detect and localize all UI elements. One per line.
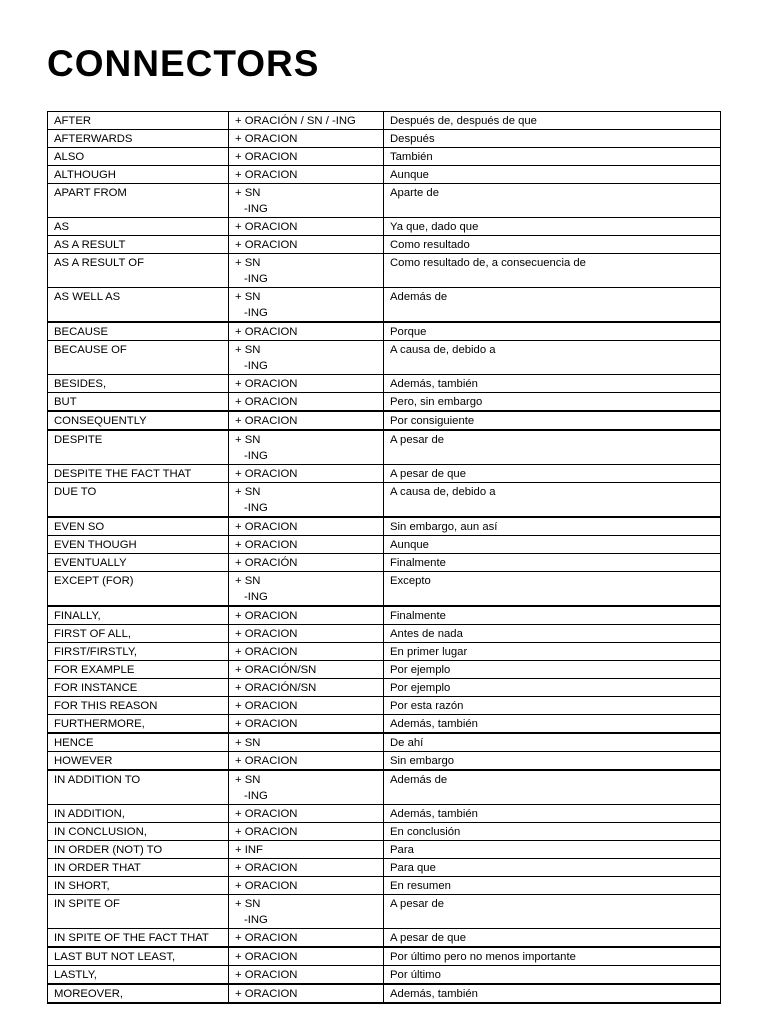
connector-cell: FOR EXAMPLE bbox=[48, 661, 229, 679]
structure-cell bbox=[229, 679, 384, 697]
table-row bbox=[48, 643, 721, 661]
structure-cell bbox=[229, 966, 384, 985]
table-row bbox=[48, 770, 721, 805]
table-row bbox=[48, 752, 721, 771]
structure-cell bbox=[229, 148, 384, 166]
meaning-cell: Por ejemplo bbox=[384, 679, 721, 697]
structure-line: + SN bbox=[235, 486, 261, 498]
connector-cell: IN CONCLUSION, bbox=[48, 823, 229, 841]
structure-line: + ORACION bbox=[235, 718, 298, 730]
connector-cell: ALSO bbox=[48, 148, 229, 166]
structure-line: + SN bbox=[235, 344, 261, 356]
connectors-table-body bbox=[48, 112, 721, 1004]
connector-cell: EXCEPT (FOR) bbox=[48, 572, 229, 607]
connector-cell: ALTHOUGH bbox=[48, 166, 229, 184]
table-row bbox=[48, 733, 721, 752]
structure-line: + ORACION bbox=[235, 378, 298, 390]
structure-line: + ORACION bbox=[235, 969, 298, 981]
connector-cell: EVEN THOUGH bbox=[48, 536, 229, 554]
meaning-cell: De ahí bbox=[384, 733, 721, 752]
structure-line: + ORACION bbox=[235, 239, 298, 251]
table-row bbox=[48, 823, 721, 841]
meaning-cell: Sin embargo, aun así bbox=[384, 517, 721, 536]
structure-cell bbox=[229, 572, 384, 607]
structure-cell bbox=[229, 859, 384, 877]
structure-cell bbox=[229, 661, 384, 679]
structure-line: + ORACION bbox=[235, 521, 298, 533]
structure-cell bbox=[229, 805, 384, 823]
structure-cell bbox=[229, 393, 384, 412]
meaning-cell: Después bbox=[384, 130, 721, 148]
page-title: CONNECTORS bbox=[47, 43, 320, 84]
structure-line-secondary: -ING bbox=[244, 360, 268, 372]
meaning-cell: Por último bbox=[384, 966, 721, 985]
structure-line: + INF bbox=[235, 844, 263, 856]
structure-line: + SN bbox=[235, 737, 261, 749]
connector-cell: AFTERWARDS bbox=[48, 130, 229, 148]
structure-cell bbox=[229, 322, 384, 341]
connector-cell: FOR INSTANCE bbox=[48, 679, 229, 697]
structure-line-secondary: -ING bbox=[244, 203, 268, 215]
structure-cell bbox=[229, 288, 384, 323]
connector-cell: BECAUSE bbox=[48, 322, 229, 341]
meaning-cell: A causa de, debido a bbox=[384, 483, 721, 518]
structure-line: + SN bbox=[235, 575, 261, 587]
connector-cell: IN SPITE OF THE FACT THAT bbox=[48, 929, 229, 948]
table-row bbox=[48, 661, 721, 679]
structure-line: + SN bbox=[235, 898, 261, 910]
meaning-cell: Aunque bbox=[384, 166, 721, 184]
structure-cell bbox=[229, 895, 384, 929]
structure-cell bbox=[229, 947, 384, 966]
meaning-cell: En primer lugar bbox=[384, 643, 721, 661]
connector-cell: HENCE bbox=[48, 733, 229, 752]
connector-cell: DUE TO bbox=[48, 483, 229, 518]
table-row bbox=[48, 483, 721, 518]
structure-cell bbox=[229, 166, 384, 184]
table-row bbox=[48, 254, 721, 288]
meaning-cell: Como resultado bbox=[384, 236, 721, 254]
structure-cell bbox=[229, 536, 384, 554]
connector-cell: IN ADDITION TO bbox=[48, 770, 229, 805]
table-row bbox=[48, 288, 721, 323]
structure-cell bbox=[229, 411, 384, 430]
meaning-cell: Sin embargo bbox=[384, 752, 721, 771]
connector-cell: EVENTUALLY bbox=[48, 554, 229, 572]
meaning-cell: Además, también bbox=[384, 984, 721, 1003]
structure-line: + ORACION bbox=[235, 880, 298, 892]
structure-cell bbox=[229, 625, 384, 643]
connectors-table bbox=[47, 111, 721, 1004]
table-row bbox=[48, 895, 721, 929]
connector-cell: BECAUSE OF bbox=[48, 341, 229, 375]
table-row bbox=[48, 430, 721, 465]
structure-cell bbox=[229, 554, 384, 572]
meaning-cell: Por esta razón bbox=[384, 697, 721, 715]
structure-line-secondary: -ING bbox=[244, 273, 268, 285]
structure-cell bbox=[229, 929, 384, 948]
structure-line: + ORACION bbox=[235, 169, 298, 181]
meaning-cell: A pesar de bbox=[384, 430, 721, 465]
table-row bbox=[48, 679, 721, 697]
structure-cell bbox=[229, 715, 384, 734]
structure-cell bbox=[229, 112, 384, 130]
structure-line: + ORACION bbox=[235, 700, 298, 712]
structure-cell bbox=[229, 606, 384, 625]
table-row bbox=[48, 572, 721, 607]
meaning-cell: Porque bbox=[384, 322, 721, 341]
table-row bbox=[48, 984, 721, 1003]
structure-line: + ORACION bbox=[235, 862, 298, 874]
structure-line: + SN bbox=[235, 257, 261, 269]
meaning-cell: En resumen bbox=[384, 877, 721, 895]
structure-line: + ORACION bbox=[235, 932, 298, 944]
meaning-cell: Además de bbox=[384, 770, 721, 805]
structure-cell bbox=[229, 643, 384, 661]
connector-cell: BUT bbox=[48, 393, 229, 412]
table-row bbox=[48, 625, 721, 643]
structure-cell bbox=[229, 984, 384, 1003]
table-row bbox=[48, 218, 721, 236]
structure-line: + ORACION bbox=[235, 988, 298, 1000]
structure-cell bbox=[229, 697, 384, 715]
table-row bbox=[48, 341, 721, 375]
table-row bbox=[48, 877, 721, 895]
structure-line: + ORACIÓN / SN / -ING bbox=[235, 115, 356, 127]
meaning-cell: Para que bbox=[384, 859, 721, 877]
structure-line: + ORACION bbox=[235, 221, 298, 233]
table-row bbox=[48, 606, 721, 625]
connector-cell: IN ADDITION, bbox=[48, 805, 229, 823]
connector-cell: AS bbox=[48, 218, 229, 236]
meaning-cell: A pesar de que bbox=[384, 465, 721, 483]
connector-cell: APART FROM bbox=[48, 184, 229, 218]
structure-line-secondary: -ING bbox=[244, 307, 268, 319]
table-row bbox=[48, 554, 721, 572]
structure-cell bbox=[229, 483, 384, 518]
connector-cell: FOR THIS REASON bbox=[48, 697, 229, 715]
table-row bbox=[48, 859, 721, 877]
connector-cell: FINALLY, bbox=[48, 606, 229, 625]
structure-line: + SN bbox=[235, 434, 261, 446]
connector-cell: HOWEVER bbox=[48, 752, 229, 771]
meaning-cell: Para bbox=[384, 841, 721, 859]
connector-cell: MOREOVER, bbox=[48, 984, 229, 1003]
meaning-cell: Aparte de bbox=[384, 184, 721, 218]
structure-line: + ORACIÓN/SN bbox=[235, 664, 317, 676]
structure-line-secondary: -ING bbox=[244, 790, 268, 802]
connector-cell: AS A RESULT bbox=[48, 236, 229, 254]
connector-cell: FIRST/FIRSTLY, bbox=[48, 643, 229, 661]
connector-cell: IN ORDER THAT bbox=[48, 859, 229, 877]
structure-cell bbox=[229, 375, 384, 393]
structure-cell bbox=[229, 752, 384, 771]
table-row bbox=[48, 841, 721, 859]
structure-line: + ORACION bbox=[235, 610, 298, 622]
structure-line-secondary: -ING bbox=[244, 914, 268, 926]
connector-cell: FIRST OF ALL, bbox=[48, 625, 229, 643]
structure-line-secondary: -ING bbox=[244, 591, 268, 603]
connector-cell: IN ORDER (NOT) TO bbox=[48, 841, 229, 859]
structure-line: + ORACION bbox=[235, 826, 298, 838]
table-row bbox=[48, 184, 721, 218]
table-row bbox=[48, 375, 721, 393]
structure-line: + ORACIÓN bbox=[235, 557, 298, 569]
meaning-cell: Excepto bbox=[384, 572, 721, 607]
connector-cell: AFTER bbox=[48, 112, 229, 130]
table-row bbox=[48, 411, 721, 430]
connector-cell: EVEN SO bbox=[48, 517, 229, 536]
structure-line: + ORACION bbox=[235, 468, 298, 480]
table-row bbox=[48, 805, 721, 823]
structure-cell bbox=[229, 823, 384, 841]
structure-cell bbox=[229, 877, 384, 895]
structure-line-secondary: -ING bbox=[244, 450, 268, 462]
connector-cell: DESPITE THE FACT THAT bbox=[48, 465, 229, 483]
meaning-cell: A causa de, debido a bbox=[384, 341, 721, 375]
structure-line: + ORACION bbox=[235, 539, 298, 551]
meaning-cell: Aunque bbox=[384, 536, 721, 554]
connector-cell: CONSEQUENTLY bbox=[48, 411, 229, 430]
meaning-cell: Como resultado de, a consecuencia de bbox=[384, 254, 721, 288]
meaning-cell: Por consiguiente bbox=[384, 411, 721, 430]
structure-line: + ORACIÓN/SN bbox=[235, 682, 317, 694]
structure-cell bbox=[229, 184, 384, 218]
table-row bbox=[48, 715, 721, 734]
structure-line: + ORACION bbox=[235, 808, 298, 820]
connector-cell: LASTLY, bbox=[48, 966, 229, 985]
structure-cell bbox=[229, 430, 384, 465]
meaning-cell: Antes de nada bbox=[384, 625, 721, 643]
meaning-cell: Por ejemplo bbox=[384, 661, 721, 679]
connector-cell: AS WELL AS bbox=[48, 288, 229, 323]
table-row bbox=[48, 517, 721, 536]
structure-line: + SN bbox=[235, 187, 261, 199]
meaning-cell: Además de bbox=[384, 288, 721, 323]
meaning-cell: Pero, sin embargo bbox=[384, 393, 721, 412]
table-row bbox=[48, 393, 721, 412]
meaning-cell: Además, también bbox=[384, 715, 721, 734]
meaning-cell: En conclusión bbox=[384, 823, 721, 841]
structure-line: + ORACION bbox=[235, 151, 298, 163]
table-row bbox=[48, 112, 721, 130]
structure-line: + ORACION bbox=[235, 646, 298, 658]
structure-cell bbox=[229, 770, 384, 805]
connector-cell: BESIDES, bbox=[48, 375, 229, 393]
structure-cell bbox=[229, 236, 384, 254]
structure-line-secondary: -ING bbox=[244, 502, 268, 514]
table-row bbox=[48, 148, 721, 166]
table-row bbox=[48, 697, 721, 715]
table-row bbox=[48, 465, 721, 483]
table-row bbox=[48, 236, 721, 254]
meaning-cell: Además, también bbox=[384, 375, 721, 393]
table-row bbox=[48, 130, 721, 148]
meaning-cell: A pesar de que bbox=[384, 929, 721, 948]
structure-line: + ORACION bbox=[235, 951, 298, 963]
meaning-cell: Después de, después de que bbox=[384, 112, 721, 130]
meaning-cell: Por último pero no menos importante bbox=[384, 947, 721, 966]
structure-line: + SN bbox=[235, 291, 261, 303]
meaning-cell: A pesar de bbox=[384, 895, 721, 929]
structure-cell bbox=[229, 341, 384, 375]
connector-cell: IN SPITE OF bbox=[48, 895, 229, 929]
structure-cell bbox=[229, 218, 384, 236]
structure-cell bbox=[229, 130, 384, 148]
structure-line: + ORACION bbox=[235, 628, 298, 640]
connector-cell: IN SHORT, bbox=[48, 877, 229, 895]
table-row bbox=[48, 929, 721, 948]
meaning-cell: Finalmente bbox=[384, 554, 721, 572]
table-row bbox=[48, 536, 721, 554]
structure-line: + SN bbox=[235, 774, 261, 786]
structure-line: + ORACION bbox=[235, 415, 298, 427]
structure-cell bbox=[229, 841, 384, 859]
meaning-cell: Ya que, dado que bbox=[384, 218, 721, 236]
structure-cell bbox=[229, 733, 384, 752]
connector-cell: DESPITE bbox=[48, 430, 229, 465]
structure-line: + ORACION bbox=[235, 755, 298, 767]
connector-cell: AS A RESULT OF bbox=[48, 254, 229, 288]
structure-line: + ORACION bbox=[235, 133, 298, 145]
connector-cell: LAST BUT NOT LEAST, bbox=[48, 947, 229, 966]
structure-line: + ORACION bbox=[235, 396, 298, 408]
meaning-cell: Además, también bbox=[384, 805, 721, 823]
table-row bbox=[48, 322, 721, 341]
table-row bbox=[48, 947, 721, 966]
structure-line: + ORACION bbox=[235, 326, 298, 338]
meaning-cell: También bbox=[384, 148, 721, 166]
structure-cell bbox=[229, 465, 384, 483]
connector-cell: FURTHERMORE, bbox=[48, 715, 229, 734]
structure-cell bbox=[229, 517, 384, 536]
table-row bbox=[48, 166, 721, 184]
table-row bbox=[48, 966, 721, 985]
structure-cell bbox=[229, 254, 384, 288]
meaning-cell: Finalmente bbox=[384, 606, 721, 625]
